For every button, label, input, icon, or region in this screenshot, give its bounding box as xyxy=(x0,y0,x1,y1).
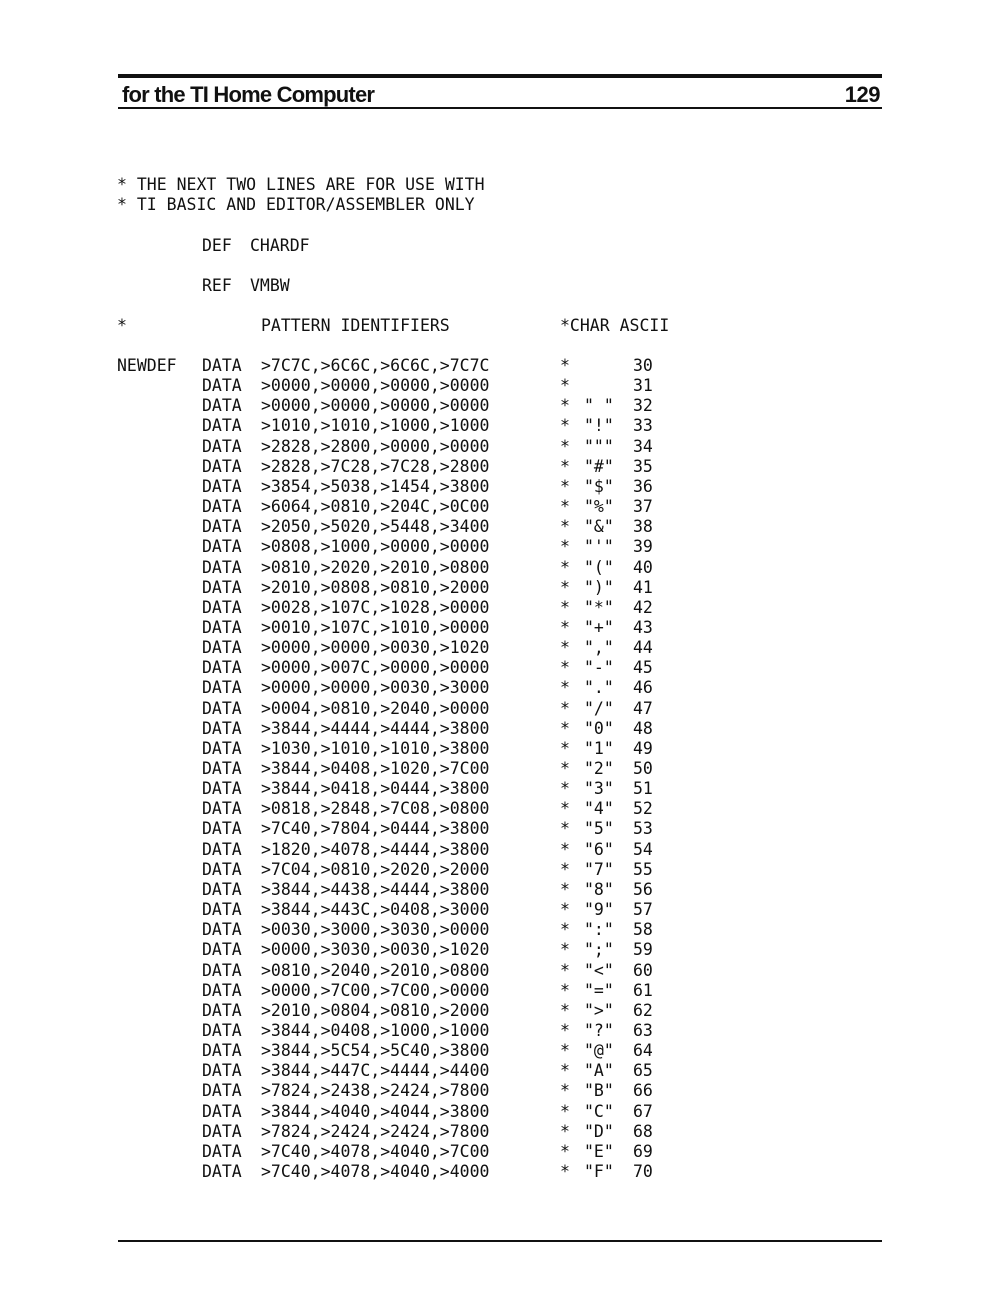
ascii-cell: 62 xyxy=(633,1000,653,1020)
comment-star-cell: * xyxy=(560,900,570,920)
ascii-cell: 58 xyxy=(633,920,653,940)
table-row xyxy=(0,819,1000,839)
ascii-cell: 65 xyxy=(633,1061,653,1081)
directive-cell: DATA xyxy=(202,900,242,920)
pattern-cell: >7824,>2438,>2424,>7800 xyxy=(261,1081,490,1101)
footer-rule xyxy=(118,1240,882,1242)
comment-star-cell: * xyxy=(560,456,570,476)
ascii-cell: 36 xyxy=(633,476,653,496)
table-row xyxy=(0,920,1000,940)
comment-star-cell: * xyxy=(560,376,570,396)
pattern-cell: >1030,>1010,>1010,>3800 xyxy=(261,738,490,758)
pattern-cell: >1820,>4078,>4444,>3800 xyxy=(261,839,490,859)
pattern-cell: >7C40,>4078,>4040,>4000 xyxy=(261,1162,490,1181)
pattern-cell: >2010,>0804,>0810,>2000 xyxy=(261,1000,490,1020)
char-cell: "A" xyxy=(584,1061,614,1081)
ascii-cell: 38 xyxy=(633,517,653,537)
pattern-cell: >2828,>7C28,>7C28,>2800 xyxy=(261,456,490,476)
directive-cell: DATA xyxy=(202,456,242,476)
ref-argument: VMBW xyxy=(250,276,290,295)
ascii-cell: 34 xyxy=(633,436,653,456)
ascii-cell: 49 xyxy=(633,738,653,758)
table-row xyxy=(0,739,1000,759)
ascii-cell: 64 xyxy=(633,1041,653,1061)
directive-cell: DATA xyxy=(202,557,242,577)
table-row xyxy=(0,678,1000,698)
ascii-cell: 56 xyxy=(633,879,653,899)
comment-star-cell: * xyxy=(560,1162,570,1181)
directive-cell: DATA xyxy=(202,859,242,879)
ascii-cell: 60 xyxy=(633,960,653,980)
table-row xyxy=(0,759,1000,779)
directive-cell: DATA xyxy=(202,819,242,839)
comment-star-cell: * xyxy=(560,1061,570,1081)
char-cell: "7" xyxy=(584,859,614,879)
pattern-cell: >7C7C,>6C6C,>6C6C,>7C7C xyxy=(261,356,490,375)
directive-cell: DATA xyxy=(202,597,242,617)
directive-cell: DATA xyxy=(202,678,242,698)
ascii-cell: 46 xyxy=(633,678,653,698)
ascii-cell: 37 xyxy=(633,497,653,517)
table-row xyxy=(0,537,1000,557)
char-cell: "@" xyxy=(584,1041,614,1061)
directive-cell: DATA xyxy=(202,1041,242,1061)
directive-cell: DATA xyxy=(202,799,242,819)
table-row xyxy=(0,1001,1000,1021)
directive-cell: DATA xyxy=(202,1061,242,1081)
table-row xyxy=(0,658,1000,678)
comment-star-cell: * xyxy=(560,517,570,537)
table-row xyxy=(0,699,1000,719)
comment-star-cell: * xyxy=(560,698,570,718)
ascii-cell: 66 xyxy=(633,1081,653,1101)
directive-cell: DATA xyxy=(202,577,242,597)
char-cell: "B" xyxy=(584,1081,614,1101)
table-row xyxy=(0,880,1000,900)
directive-cell: DATA xyxy=(202,416,242,436)
char-cell: "1" xyxy=(584,738,614,758)
pattern-cell: >0028,>107C,>1028,>0000 xyxy=(261,597,490,617)
comment-star-cell: * xyxy=(560,1000,570,1020)
comment-star-cell: * xyxy=(560,416,570,436)
pattern-cell: >0010,>107C,>1010,>0000 xyxy=(261,617,490,637)
directive-cell: DATA xyxy=(202,1162,242,1181)
ascii-cell: 70 xyxy=(633,1162,653,1181)
column-header-char-ascii: *CHAR ASCII xyxy=(560,316,670,335)
ascii-cell: 30 xyxy=(633,356,653,375)
comment-star-cell: * xyxy=(560,597,570,617)
pattern-cell: >0000,>0000,>0000,>0000 xyxy=(261,376,490,396)
comment-star-cell: * xyxy=(560,1020,570,1040)
comment-star-cell: * xyxy=(560,557,570,577)
char-cell: "/" xyxy=(584,698,614,718)
comment-star-cell: * xyxy=(560,1041,570,1061)
pattern-cell: >2050,>5020,>5448,>3400 xyxy=(261,517,490,537)
newdef-label: NEWDEF xyxy=(117,356,177,375)
table-row xyxy=(0,638,1000,658)
char-cell: "F" xyxy=(584,1162,614,1181)
comment-star-cell: * xyxy=(560,940,570,960)
directive-cell: DATA xyxy=(202,356,242,375)
directive-cell: DATA xyxy=(202,1121,242,1141)
table-row xyxy=(0,981,1000,1001)
pattern-cell: >0808,>1000,>0000,>0000 xyxy=(261,537,490,557)
char-cell: "," xyxy=(584,638,614,658)
char-cell: " " xyxy=(584,396,614,416)
ascii-cell: 45 xyxy=(633,658,653,678)
ascii-cell: 67 xyxy=(633,1101,653,1121)
char-cell: "(" xyxy=(584,557,614,577)
comment-star-cell: * xyxy=(560,436,570,456)
comment-star-cell: * xyxy=(560,1081,570,1101)
directive-cell: DATA xyxy=(202,940,242,960)
table-row xyxy=(0,840,1000,860)
char-cell: "+" xyxy=(584,617,614,637)
char-cell: "2" xyxy=(584,759,614,778)
pattern-cell: >0000,>3030,>0030,>1020 xyxy=(261,940,490,960)
ascii-cell: 63 xyxy=(633,1020,653,1040)
table-row xyxy=(0,860,1000,880)
directive-cell: DATA xyxy=(202,517,242,537)
table-row xyxy=(0,1122,1000,1142)
page-number: 129 xyxy=(844,82,880,107)
header-rule-top xyxy=(118,74,882,78)
comment-star-cell: * xyxy=(560,960,570,980)
table-row xyxy=(0,1162,1000,1182)
char-cell: "C" xyxy=(584,1101,614,1121)
comment-star-cell: * xyxy=(560,779,570,799)
comment-star-cell: * xyxy=(560,819,570,839)
char-cell: ")" xyxy=(584,577,614,597)
pattern-cell: >1010,>1010,>1000,>1000 xyxy=(261,416,490,436)
comment-star-cell: * xyxy=(560,1121,570,1141)
directive-cell: DATA xyxy=(202,839,242,859)
pattern-cell: >3844,>447C,>4444,>4400 xyxy=(261,1061,490,1081)
directive-cell: DATA xyxy=(202,1141,242,1161)
pattern-cell: >0000,>0000,>0030,>1020 xyxy=(261,638,490,658)
comment-star-cell: * xyxy=(560,678,570,698)
directive-cell: DATA xyxy=(202,497,242,517)
table-row xyxy=(0,1142,1000,1162)
char-cell: "5" xyxy=(584,819,614,839)
char-cell: "9" xyxy=(584,900,614,920)
pattern-cell: >0000,>0000,>0030,>3000 xyxy=(261,678,490,698)
table-row xyxy=(0,558,1000,578)
comment-star-cell: * xyxy=(560,738,570,758)
char-cell: "0" xyxy=(584,718,614,738)
comment-star-cell: * xyxy=(560,356,570,375)
ascii-cell: 50 xyxy=(633,759,653,778)
comment-star-cell: * xyxy=(560,396,570,416)
pattern-cell: >3844,>443C,>0408,>3000 xyxy=(261,900,490,920)
directive-cell: DATA xyxy=(202,617,242,637)
ascii-cell: 48 xyxy=(633,718,653,738)
pattern-cell: >3844,>4438,>4444,>3800 xyxy=(261,879,490,899)
pattern-cell: >3844,>5C54,>5C40,>3800 xyxy=(261,1041,490,1061)
ascii-cell: 54 xyxy=(633,839,653,859)
pattern-cell: >7824,>2424,>2424,>7800 xyxy=(261,1121,490,1141)
directive-cell: DATA xyxy=(202,698,242,718)
char-cell: "'" xyxy=(584,537,614,557)
char-cell: "&" xyxy=(584,517,614,537)
pattern-cell: >3844,>0408,>1000,>1000 xyxy=(261,1020,490,1040)
comment-star-cell: * xyxy=(560,658,570,678)
comment-star-cell: * xyxy=(560,476,570,496)
ascii-cell: 42 xyxy=(633,597,653,617)
table-row xyxy=(0,598,1000,618)
table-row xyxy=(0,1081,1000,1101)
table-row xyxy=(0,437,1000,457)
pattern-cell: >3854,>5038,>1454,>3800 xyxy=(261,476,490,496)
pattern-cell: >7C40,>7804,>0444,>3800 xyxy=(261,819,490,839)
directive-cell: DATA xyxy=(202,658,242,678)
directive-cell: DATA xyxy=(202,376,242,396)
ascii-cell: 35 xyxy=(633,456,653,476)
pattern-cell: >7C04,>0810,>2020,>2000 xyxy=(261,859,490,879)
ascii-cell: 61 xyxy=(633,980,653,1000)
char-cell: "$" xyxy=(584,476,614,496)
pattern-cell: >2010,>0808,>0810,>2000 xyxy=(261,577,490,597)
directive-cell: DATA xyxy=(202,779,242,799)
table-row xyxy=(0,578,1000,598)
table-row xyxy=(0,477,1000,497)
char-cell: "D" xyxy=(584,1121,614,1141)
directive-cell: DATA xyxy=(202,1020,242,1040)
table-row xyxy=(0,1061,1000,1081)
ascii-cell: 32 xyxy=(633,396,653,416)
directive-cell: DATA xyxy=(202,638,242,658)
column-header-pattern: PATTERN IDENTIFIERS xyxy=(261,316,450,335)
ascii-cell: 41 xyxy=(633,577,653,597)
ascii-cell: 52 xyxy=(633,799,653,819)
ascii-cell: 57 xyxy=(633,900,653,920)
ascii-cell: 31 xyxy=(633,376,653,396)
directive-cell: DATA xyxy=(202,718,242,738)
char-cell: "!" xyxy=(584,416,614,436)
ascii-cell: 55 xyxy=(633,859,653,879)
table-row xyxy=(0,618,1000,638)
ascii-cell: 69 xyxy=(633,1141,653,1161)
pattern-cell: >7C40,>4078,>4040,>7C00 xyxy=(261,1141,490,1161)
table-row xyxy=(0,799,1000,819)
pattern-cell: >6064,>0810,>204C,>0C00 xyxy=(261,497,490,517)
comment-star-cell: * xyxy=(560,839,570,859)
directive-cell: DATA xyxy=(202,920,242,940)
pattern-cell: >0810,>2040,>2010,>0800 xyxy=(261,960,490,980)
ascii-cell: 40 xyxy=(633,557,653,577)
directive-cell: DATA xyxy=(202,1000,242,1020)
table-row xyxy=(0,356,1000,376)
char-cell: "#" xyxy=(584,456,614,476)
char-cell: "=" xyxy=(584,980,614,1000)
comment-star-cell: * xyxy=(560,879,570,899)
char-cell: "4" xyxy=(584,799,614,819)
char-cell: ">" xyxy=(584,1000,614,1020)
pattern-cell: >3844,>4444,>4444,>3800 xyxy=(261,718,490,738)
column-header-star: * xyxy=(117,316,127,335)
comment-star-cell: * xyxy=(560,537,570,557)
directive-cell: DATA xyxy=(202,1101,242,1121)
table-row xyxy=(0,779,1000,799)
directive-cell: DATA xyxy=(202,537,242,557)
table-row xyxy=(0,961,1000,981)
comment-star-cell: * xyxy=(560,497,570,517)
char-cell: """ xyxy=(584,436,614,456)
comment-star-cell: * xyxy=(560,799,570,819)
pattern-cell: >0000,>0000,>0000,>0000 xyxy=(261,396,490,416)
comment-star-cell: * xyxy=(560,617,570,637)
pattern-cell: >0030,>3000,>3030,>0000 xyxy=(261,920,490,940)
char-cell: "<" xyxy=(584,960,614,980)
table-row xyxy=(0,396,1000,416)
comment-star-cell: * xyxy=(560,577,570,597)
char-cell: "-" xyxy=(584,658,614,678)
table-row xyxy=(0,1041,1000,1061)
table-row xyxy=(0,517,1000,537)
directive-cell: DATA xyxy=(202,1081,242,1101)
char-cell: ":" xyxy=(584,920,614,940)
table-row xyxy=(0,497,1000,517)
pattern-cell: >0810,>2020,>2010,>0800 xyxy=(261,557,490,577)
pattern-cell: >3844,>0418,>0444,>3800 xyxy=(261,779,490,799)
char-cell: "8" xyxy=(584,879,614,899)
char-cell: "*" xyxy=(584,597,614,617)
running-header-title: for the TI Home Computer xyxy=(122,82,375,107)
ascii-cell: 33 xyxy=(633,416,653,436)
pattern-cell: >2828,>2800,>0000,>0000 xyxy=(261,436,490,456)
directive-cell: DATA xyxy=(202,960,242,980)
table-row xyxy=(0,457,1000,477)
table-row xyxy=(0,719,1000,739)
comment-star-cell: * xyxy=(560,1101,570,1121)
directive-cell: DATA xyxy=(202,738,242,758)
ascii-cell: 68 xyxy=(633,1121,653,1141)
comment-star-cell: * xyxy=(560,980,570,1000)
comment-star-cell: * xyxy=(560,1141,570,1161)
table-row xyxy=(0,900,1000,920)
pattern-cell: >0000,>7C00,>7C00,>0000 xyxy=(261,980,490,1000)
comment-star-cell: * xyxy=(560,759,570,778)
directive-cell: DATA xyxy=(202,476,242,496)
ref-directive: REF xyxy=(202,276,232,295)
ascii-cell: 51 xyxy=(633,779,653,799)
ascii-cell: 44 xyxy=(633,638,653,658)
pattern-cell: >3844,>4040,>4044,>3800 xyxy=(261,1101,490,1121)
table-row xyxy=(0,416,1000,436)
char-cell: "3" xyxy=(584,779,614,799)
comment-line-2: * TI BASIC AND EDITOR/ASSEMBLER ONLY xyxy=(117,195,475,214)
char-cell: "E" xyxy=(584,1141,614,1161)
def-directive: DEF xyxy=(202,236,232,255)
directive-cell: DATA xyxy=(202,436,242,456)
directive-cell: DATA xyxy=(202,396,242,416)
table-row xyxy=(0,1021,1000,1041)
directive-cell: DATA xyxy=(202,879,242,899)
pattern-cell: >3844,>0408,>1020,>7C00 xyxy=(261,759,490,778)
pattern-cell: >0000,>007C,>0000,>0000 xyxy=(261,658,490,678)
char-cell: "6" xyxy=(584,839,614,859)
table-row xyxy=(0,1102,1000,1122)
char-cell: "?" xyxy=(584,1020,614,1040)
comment-star-cell: * xyxy=(560,920,570,940)
comment-line-1: * THE NEXT TWO LINES ARE FOR USE WITH xyxy=(117,175,485,194)
char-cell: "." xyxy=(584,678,614,698)
ascii-cell: 53 xyxy=(633,819,653,839)
pattern-cell: >0818,>2848,>7C08,>0800 xyxy=(261,799,490,819)
pattern-cell: >0004,>0810,>2040,>0000 xyxy=(261,698,490,718)
directive-cell: DATA xyxy=(202,759,242,778)
ascii-cell: 59 xyxy=(633,940,653,960)
comment-star-cell: * xyxy=(560,718,570,738)
comment-star-cell: * xyxy=(560,859,570,879)
def-argument: CHARDF xyxy=(250,236,310,255)
ascii-cell: 43 xyxy=(633,617,653,637)
char-cell: "%" xyxy=(584,497,614,517)
table-row xyxy=(0,940,1000,960)
table-row xyxy=(0,376,1000,396)
ascii-cell: 39 xyxy=(633,537,653,557)
directive-cell: DATA xyxy=(202,980,242,1000)
ascii-cell: 47 xyxy=(633,698,653,718)
comment-star-cell: * xyxy=(560,638,570,658)
char-cell: ";" xyxy=(584,940,614,960)
